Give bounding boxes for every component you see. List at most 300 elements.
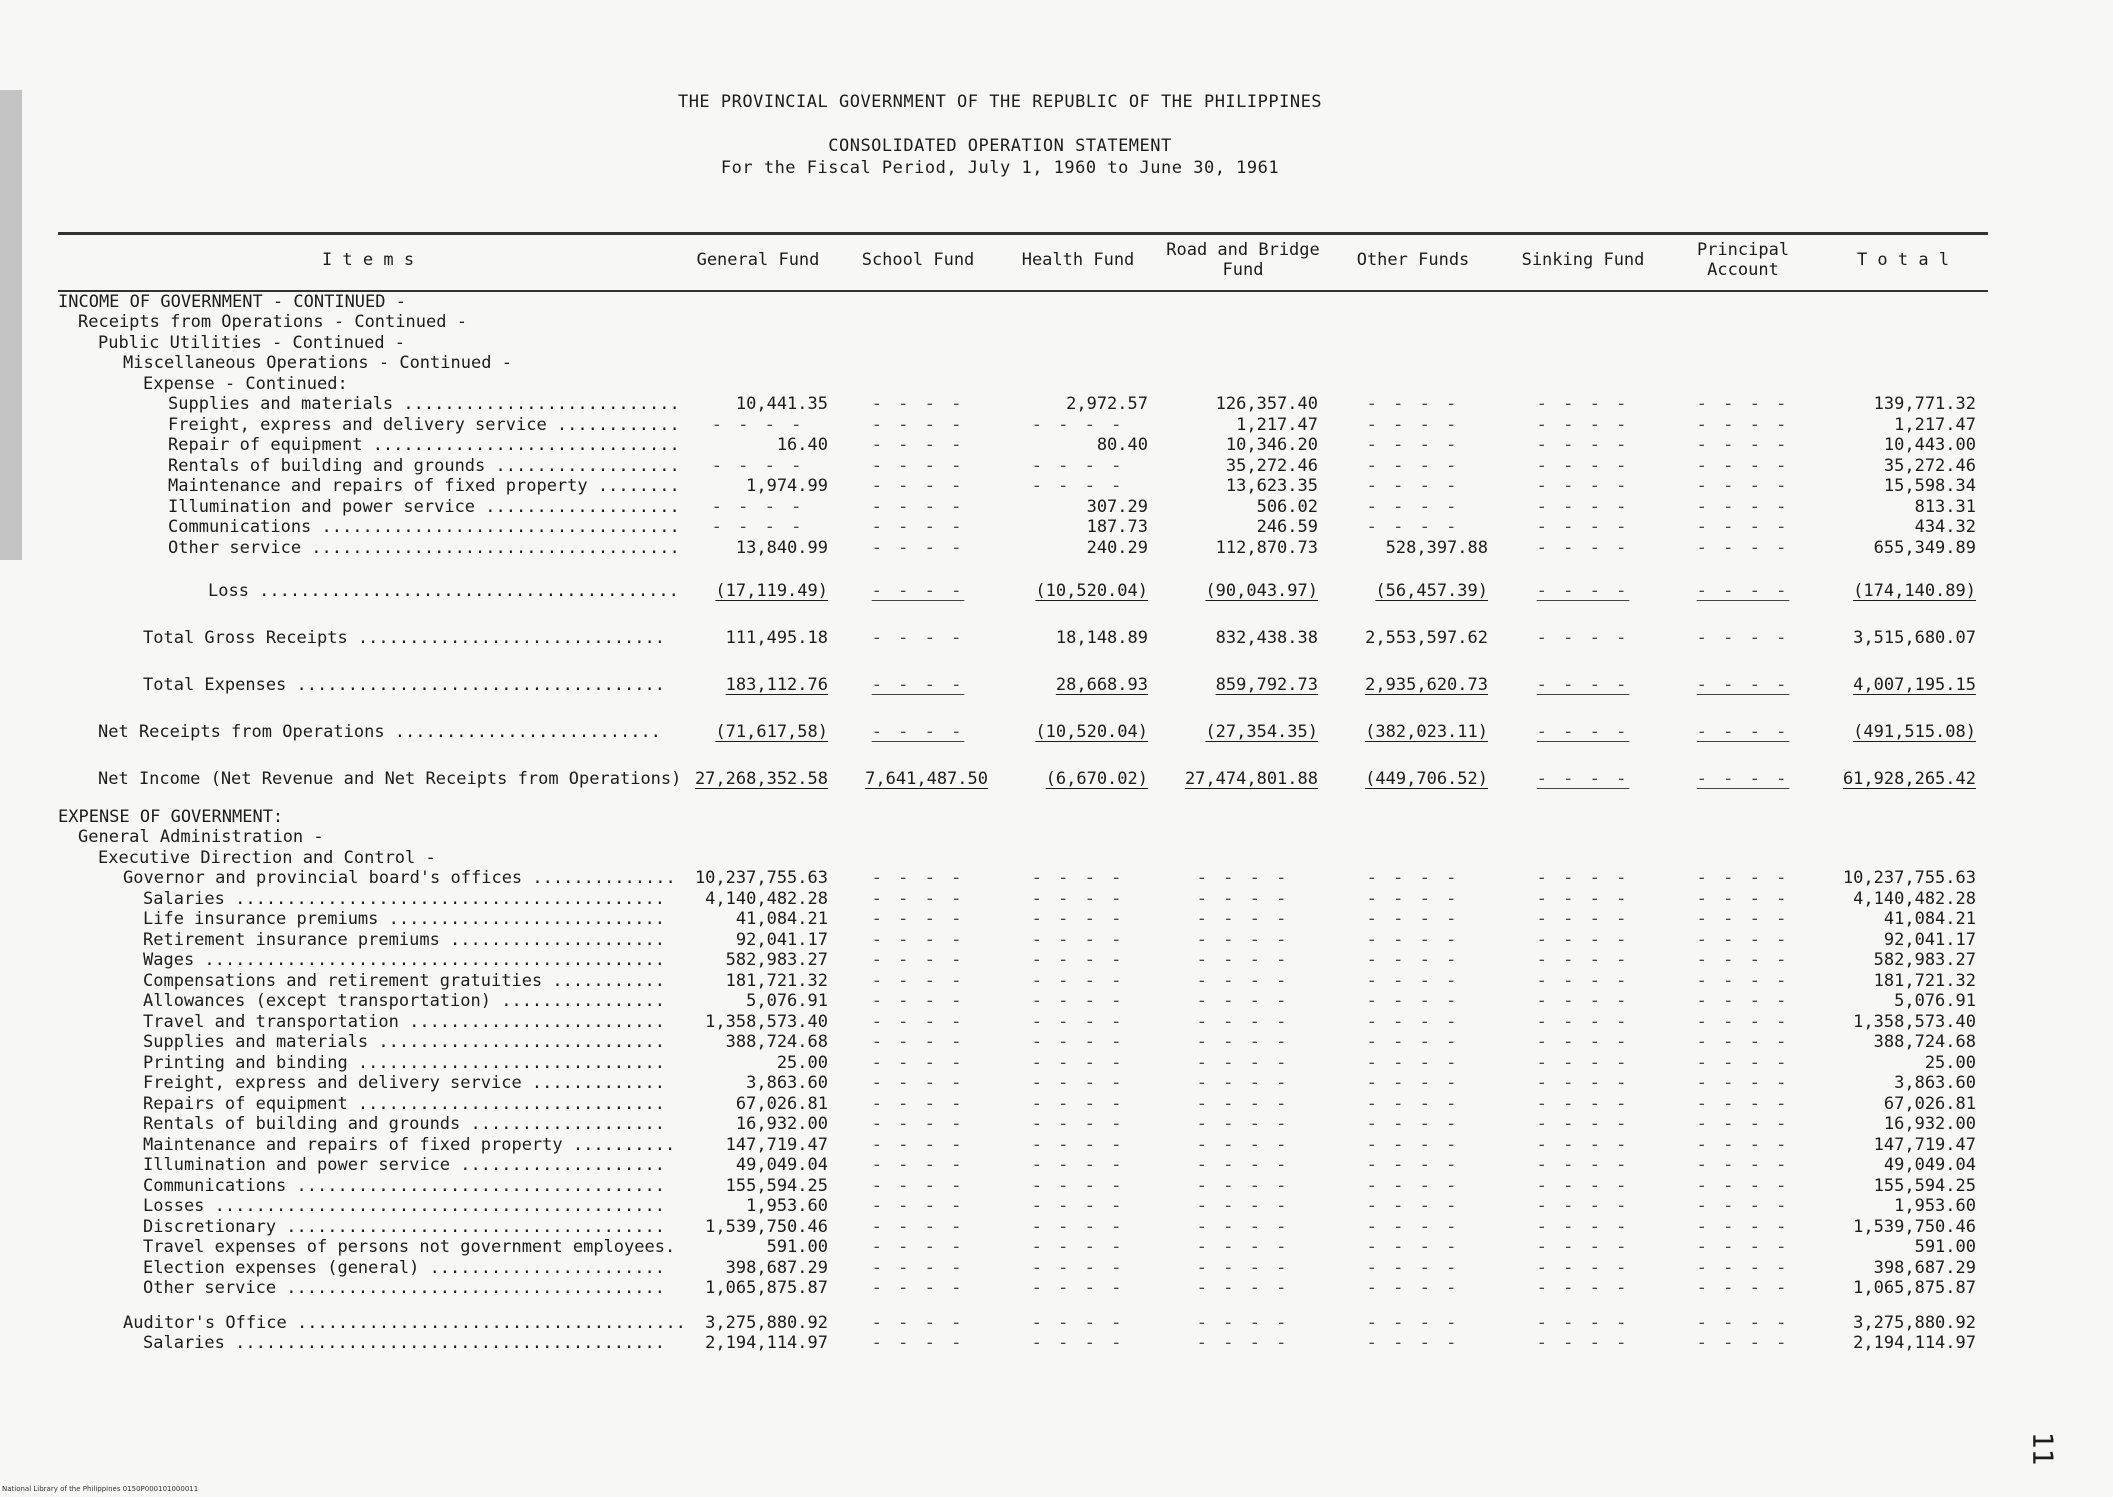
value-cell	[1328, 331, 1498, 352]
value-cell: - - - -	[1366, 1093, 1460, 1114]
value-cell: - - - -	[1536, 394, 1630, 414]
value-cell: - - - -	[1536, 674, 1630, 695]
row-label: Other service .....................................	[143, 1278, 665, 1298]
table-row	[58, 908, 1988, 929]
page-number: 11	[2026, 1431, 2060, 1466]
value-cell: 80.40	[1096, 435, 1148, 455]
row-label: Receipts from Operations - Continued -	[78, 312, 467, 332]
value-cell: - - - -	[1366, 1155, 1460, 1175]
value-cell: - - - -	[1196, 1196, 1290, 1216]
value-cell: (449,706.52)	[1365, 768, 1488, 789]
col-header-sinking-fund: Sinking Fund	[1521, 250, 1645, 270]
value-cell: - - - -	[1696, 1333, 1790, 1353]
value-cell: 388,724.68	[725, 1032, 828, 1052]
value-cell: - - - -	[1696, 455, 1790, 476]
row-label: Supplies and materials ............................	[143, 1032, 665, 1052]
total-cell: 25.00	[1924, 1052, 1976, 1073]
value-cell: - - - -	[1696, 476, 1790, 496]
table-row	[58, 1236, 1988, 1257]
value-cell: - - - -	[1366, 950, 1460, 970]
value-cell: - - - -	[1366, 1257, 1460, 1278]
table-row	[58, 495, 1988, 516]
value-cell: - - - -	[1196, 950, 1290, 970]
value-cell: - - - -	[1536, 1073, 1630, 1093]
scan-footer: National Library of the Philippines 0150P000101000011	[2, 1485, 199, 1493]
value-cell: - - - -	[1196, 991, 1290, 1011]
value-cell	[678, 352, 838, 373]
value-cell: - - - -	[1031, 1175, 1125, 1196]
value-cell: - - - -	[1031, 1011, 1125, 1032]
value-cell: 25.00	[776, 1052, 828, 1073]
value-cell: - - - -	[711, 414, 805, 435]
value-cell: - - - -	[871, 1114, 965, 1134]
total-cell: 155,594.25	[1873, 1175, 1976, 1196]
value-cell: - - - -	[1031, 1052, 1125, 1073]
value-cell: 155,594.25	[725, 1175, 828, 1196]
value-cell	[838, 792, 998, 826]
value-cell: - - - -	[1031, 1093, 1125, 1114]
value-cell: - - - -	[1696, 537, 1790, 558]
value-cell: 1,217.47	[1236, 414, 1318, 435]
value-cell: - - - -	[1366, 1237, 1460, 1257]
row-label: Maintenance and repairs of fixed property ..........	[143, 1134, 676, 1155]
total-cell	[1818, 290, 1988, 311]
value-cell: - - - -	[1696, 1032, 1790, 1052]
row-label: Net Income (Net Revenue and Net Receipts from Operations)	[98, 768, 682, 789]
table-row	[58, 928, 1988, 949]
value-cell: - - - -	[1366, 868, 1460, 888]
value-cell: 591.00	[766, 1237, 828, 1257]
value-cell	[838, 290, 998, 311]
row-label: Printing and binding ..............................	[143, 1052, 665, 1073]
total-cell	[1818, 372, 1988, 393]
row-label: Other service ....................................	[168, 537, 680, 558]
value-cell: - - - -	[871, 1237, 965, 1257]
value-cell: 13,840.99	[735, 537, 828, 558]
value-cell: - - - -	[1196, 1216, 1290, 1237]
value-cell: - - - -	[1536, 1114, 1630, 1134]
value-cell: 398,687.29	[725, 1257, 828, 1278]
row-label: Wages .............................................	[143, 950, 665, 970]
value-cell	[678, 846, 838, 867]
value-cell: (10,520.04)	[1035, 721, 1148, 742]
value-cell	[1328, 352, 1498, 373]
table-row	[58, 867, 1988, 888]
value-cell: - - - -	[1696, 1175, 1790, 1196]
total-cell: 4,140,482.28	[1853, 888, 1976, 909]
value-cell: - - - -	[1696, 888, 1790, 909]
value-cell: - - - -	[1696, 1155, 1790, 1175]
table-row	[58, 1277, 1988, 1298]
col-header-total: T o t a l	[1856, 250, 1950, 270]
row-label: Executive Direction and Control -	[98, 847, 436, 868]
value-cell: - - - -	[1696, 627, 1790, 648]
value-cell	[678, 290, 838, 311]
value-cell: - - - -	[1031, 1237, 1125, 1257]
value-cell: 3,863.60	[746, 1073, 828, 1093]
value-cell: - - - -	[871, 1073, 965, 1093]
value-cell: - - - -	[1696, 950, 1790, 970]
total-row	[58, 651, 1988, 698]
value-cell	[1498, 290, 1668, 311]
row-label: Loss .........................................	[208, 580, 679, 601]
value-cell: - - - -	[1696, 517, 1790, 537]
value-cell: 10,441.35	[735, 394, 828, 414]
value-cell: - - - -	[871, 1134, 965, 1155]
value-cell: - - - -	[1031, 1073, 1125, 1093]
total-cell: (174,140.89)	[1853, 580, 1976, 601]
value-cell: - - - -	[1366, 1073, 1460, 1093]
value-cell: - - - -	[1366, 1216, 1460, 1237]
value-cell: (382,023.11)	[1365, 721, 1488, 742]
col-header-road-bridge-fund: Road and Bridge Fund	[1166, 240, 1320, 280]
value-cell: 111,495.18	[725, 627, 828, 648]
value-cell	[1498, 792, 1668, 826]
value-cell: - - - -	[1696, 991, 1790, 1011]
value-cell: - - - -	[1536, 950, 1630, 970]
col-header-other-funds: Other Funds	[1356, 250, 1470, 270]
value-cell: - - - -	[1031, 1257, 1125, 1278]
total-cell: 67,026.81	[1883, 1093, 1976, 1114]
value-cell: - - - -	[1366, 888, 1460, 909]
total-cell: 3,275,880.92	[1853, 1312, 1976, 1333]
table-row	[58, 413, 1988, 434]
value-cell: - - - -	[1696, 1093, 1790, 1114]
row-label: Net Receipts from Operations ..........................	[98, 721, 661, 742]
value-cell: - - - -	[1366, 394, 1460, 414]
table-row	[58, 1133, 1988, 1154]
value-cell: 10,237,755.63	[694, 868, 828, 888]
value-cell: - - - -	[1536, 991, 1630, 1011]
value-cell: - - - -	[871, 1155, 965, 1175]
value-cell: - - - -	[711, 496, 805, 517]
row-label: Freight, express and delivery service .............	[143, 1073, 665, 1093]
value-cell	[1668, 311, 1818, 332]
total-row	[58, 745, 1988, 792]
row-label: Rentals of building and grounds ..................	[168, 455, 680, 476]
table-row	[58, 1174, 1988, 1195]
value-cell: - - - -	[1696, 414, 1790, 435]
row-label: Expense - Continued:	[143, 373, 348, 394]
total-cell: 813.31	[1914, 496, 1976, 517]
value-cell: 1,974.99	[746, 476, 828, 496]
value-cell: - - - -	[871, 1196, 965, 1216]
value-cell: - - - -	[1536, 1278, 1630, 1298]
value-cell: - - - -	[1536, 1052, 1630, 1073]
table-row	[58, 352, 1988, 373]
value-cell	[1158, 290, 1328, 311]
total-cell	[1818, 311, 1988, 332]
value-cell	[838, 331, 998, 352]
value-cell: - - - -	[1031, 1114, 1125, 1134]
value-cell: - - - -	[871, 674, 965, 695]
value-cell: 859,792.73	[1215, 674, 1318, 695]
value-cell: - - - -	[1366, 991, 1460, 1011]
table-row	[58, 434, 1988, 455]
row-label: Repairs of equipment ..............................	[143, 1093, 665, 1114]
value-cell: - - - -	[1031, 991, 1125, 1011]
value-cell: - - - -	[1196, 1333, 1290, 1353]
fiscal-period: For the Fiscal Period, July 1, 1960 to June 30, 1961	[720, 158, 1280, 178]
value-cell: - - - -	[1031, 1134, 1125, 1155]
table-row	[58, 1031, 1988, 1052]
value-cell	[678, 826, 838, 847]
table-row	[58, 1154, 1988, 1175]
row-label: Repair of equipment ..............................	[168, 435, 680, 455]
row-label: Communications ...................................	[168, 517, 680, 537]
value-cell: - - - -	[1536, 1312, 1630, 1333]
value-cell: - - - -	[1031, 414, 1125, 435]
value-cell: 4,140,482.28	[705, 888, 828, 909]
value-cell: - - - -	[871, 517, 965, 537]
row-label: Illumination and power service ...................	[168, 496, 680, 517]
total-cell	[1818, 846, 1988, 867]
total-cell: 35,272.46	[1883, 455, 1976, 476]
value-cell: 2,935,620.73	[1365, 674, 1488, 695]
value-cell: - - - -	[1536, 435, 1630, 455]
value-cell: - - - -	[1536, 1196, 1630, 1216]
value-cell: - - - -	[1366, 970, 1460, 991]
value-cell: - - - -	[1031, 1155, 1125, 1175]
value-cell: - - - -	[1536, 970, 1630, 991]
total-cell: 1,953.60	[1894, 1196, 1976, 1216]
value-cell: 35,272.46	[1225, 455, 1318, 476]
table-row	[58, 1072, 1988, 1093]
value-cell: - - - -	[1366, 1052, 1460, 1073]
value-cell: - - - -	[871, 627, 965, 648]
value-cell: - - - -	[1031, 476, 1125, 496]
value-cell: - - - -	[1196, 1312, 1290, 1333]
value-cell: - - - -	[1536, 1216, 1630, 1237]
value-cell: 1,539,750.46	[705, 1216, 828, 1237]
value-cell: - - - -	[1031, 868, 1125, 888]
total-cell: 4,007,195.15	[1853, 674, 1976, 695]
value-cell: - - - -	[1366, 1134, 1460, 1155]
row-label: Freight, express and delivery service ............	[168, 414, 680, 435]
value-cell: - - - -	[1696, 435, 1790, 455]
value-cell: - - - -	[871, 1257, 965, 1278]
value-cell: 27,268,352.58	[694, 768, 828, 789]
value-cell	[1328, 290, 1498, 311]
value-cell: - - - -	[1196, 1052, 1290, 1073]
column-header-row	[58, 236, 1988, 284]
value-cell: - - - -	[871, 1278, 965, 1298]
total-row	[58, 604, 1988, 651]
total-cell: 16,932.00	[1883, 1114, 1976, 1134]
row-label: Supplies and materials ...........................	[168, 394, 680, 414]
value-cell: 181,721.32	[725, 970, 828, 991]
value-cell: - - - -	[1031, 1196, 1125, 1216]
value-cell	[1668, 792, 1818, 826]
value-cell: - - - -	[1696, 394, 1790, 414]
table-row	[58, 969, 1988, 990]
value-cell: - - - -	[1196, 888, 1290, 909]
value-cell: 3,275,880.92	[705, 1312, 828, 1333]
statement-title: CONSOLIDATED OPERATION STATEMENT	[828, 136, 1172, 156]
value-cell: - - - -	[1366, 1011, 1460, 1032]
col-header-items: I t e m s	[321, 250, 415, 270]
total-cell: 398,687.29	[1873, 1257, 1976, 1278]
value-cell: - - - -	[1536, 455, 1630, 476]
value-cell	[678, 311, 838, 332]
value-cell: 240.29	[1086, 537, 1148, 558]
value-cell: - - - -	[871, 455, 965, 476]
value-cell: 7,641,487.50	[865, 768, 988, 789]
row-label: Retirement insurance premiums .....................	[143, 929, 665, 950]
value-cell: - - - -	[1031, 455, 1125, 476]
value-cell: - - - -	[1031, 1032, 1125, 1052]
value-cell: - - - -	[1536, 1155, 1630, 1175]
value-cell: 28,668.93	[1055, 674, 1148, 695]
value-cell: - - - -	[1196, 1134, 1290, 1155]
value-cell: 1,358,573.40	[705, 1011, 828, 1032]
value-cell: - - - -	[1031, 970, 1125, 991]
value-cell: - - - -	[1366, 414, 1460, 435]
value-cell: 2,972.57	[1066, 394, 1148, 414]
value-cell: - - - -	[1031, 1278, 1125, 1298]
value-cell: (27,354.35)	[1205, 721, 1318, 742]
value-cell: - - - -	[1366, 1114, 1460, 1134]
row-label: Maintenance and repairs of fixed property ........	[168, 476, 680, 496]
value-cell: - - - -	[871, 394, 965, 414]
value-cell: 147,719.47	[725, 1134, 828, 1155]
col-header-school-fund: School Fund	[861, 250, 975, 270]
table-row	[58, 1195, 1988, 1216]
value-cell: - - - -	[1696, 1073, 1790, 1093]
value-cell: - - - -	[1196, 1011, 1290, 1032]
value-cell: - - - -	[1696, 1196, 1790, 1216]
value-cell	[1328, 311, 1498, 332]
value-cell: - - - -	[1536, 476, 1630, 496]
value-cell	[1498, 826, 1668, 847]
row-label: Salaries ..........................................	[143, 1333, 665, 1353]
value-cell: - - - -	[711, 455, 805, 476]
value-cell	[1668, 352, 1818, 373]
value-cell: - - - -	[1366, 929, 1460, 950]
value-cell: 92,041.17	[735, 929, 828, 950]
value-cell: - - - -	[1366, 1032, 1460, 1052]
table-row	[58, 290, 1988, 311]
value-cell: - - - -	[871, 888, 965, 909]
value-cell: - - - -	[1196, 1114, 1290, 1134]
table-row	[58, 311, 1988, 332]
value-cell: 582,983.27	[725, 950, 828, 970]
value-cell: - - - -	[1366, 1196, 1460, 1216]
value-cell	[1668, 331, 1818, 352]
value-cell: - - - -	[1196, 1032, 1290, 1052]
value-cell: 183,112.76	[725, 674, 828, 695]
total-cell: 147,719.47	[1873, 1134, 1976, 1155]
value-cell: - - - -	[871, 580, 965, 601]
value-cell: - - - -	[1196, 1175, 1290, 1196]
value-cell: (6,670.02)	[1045, 768, 1148, 789]
value-cell: - - - -	[1366, 1312, 1460, 1333]
value-cell	[1668, 826, 1818, 847]
value-cell	[1328, 792, 1498, 826]
value-cell: - - - -	[1031, 1333, 1125, 1353]
total-cell: 1,539,750.46	[1853, 1216, 1976, 1237]
table-row	[58, 1256, 1988, 1277]
value-cell: - - - -	[1536, 1011, 1630, 1032]
value-cell: - - - -	[871, 1175, 965, 1196]
row-label: Travel expenses of persons not government employees.	[143, 1237, 676, 1257]
value-cell: - - - -	[871, 1312, 965, 1333]
value-cell: - - - -	[1196, 1237, 1290, 1257]
value-cell: (10,520.04)	[1035, 580, 1148, 601]
value-cell: - - - -	[1031, 950, 1125, 970]
value-cell: 528,397.88	[1385, 537, 1488, 558]
value-cell	[838, 846, 998, 867]
value-cell: - - - -	[1196, 868, 1290, 888]
value-cell: 1,953.60	[746, 1196, 828, 1216]
table-row	[58, 1113, 1988, 1134]
value-cell	[998, 331, 1158, 352]
col-header-health-fund: Health Fund	[1021, 250, 1135, 270]
value-cell: - - - -	[1196, 970, 1290, 991]
value-cell: 49,049.04	[735, 1155, 828, 1175]
row-label: EXPENSE OF GOVERNMENT:	[58, 806, 284, 827]
total-cell: 10,237,755.63	[1842, 868, 1976, 888]
value-cell: - - - -	[1366, 1278, 1460, 1298]
total-cell: 139,771.32	[1873, 394, 1976, 414]
value-cell	[998, 372, 1158, 393]
value-cell: - - - -	[1031, 929, 1125, 950]
value-cell: - - - -	[1196, 1257, 1290, 1278]
value-cell: - - - -	[1536, 1134, 1630, 1155]
section-row	[58, 792, 1988, 826]
table-row	[58, 887, 1988, 908]
value-cell: - - - -	[1536, 580, 1630, 601]
value-cell: - - - -	[1366, 909, 1460, 929]
value-cell	[1158, 826, 1328, 847]
total-cell: 49,049.04	[1883, 1155, 1976, 1175]
total-cell: 181,721.32	[1873, 970, 1976, 991]
value-cell: 506.02	[1256, 496, 1318, 517]
value-cell: - - - -	[1536, 496, 1630, 517]
row-label: General Administration -	[78, 827, 324, 847]
value-cell: - - - -	[1366, 435, 1460, 455]
table-row	[58, 372, 1988, 393]
table-row	[58, 475, 1988, 496]
value-cell: - - - -	[1536, 1175, 1630, 1196]
value-cell	[1158, 331, 1328, 352]
row-label: Salaries ..........................................	[143, 888, 665, 909]
value-cell	[1328, 826, 1498, 847]
row-label: Auditor's Office ......................................	[123, 1312, 686, 1333]
table-row	[58, 949, 1988, 970]
value-cell: - - - -	[1696, 721, 1790, 742]
table-row	[58, 1051, 1988, 1072]
table-row	[58, 331, 1988, 352]
spacer-cell	[58, 1297, 1988, 1311]
value-cell: - - - -	[1196, 1155, 1290, 1175]
value-cell: - - - -	[1031, 1216, 1125, 1237]
table-row	[58, 1311, 1988, 1332]
value-cell: - - - -	[871, 929, 965, 950]
total-cell: 2,194,114.97	[1853, 1333, 1976, 1353]
total-cell: 1,358,573.40	[1853, 1011, 1976, 1032]
value-cell: - - - -	[1696, 929, 1790, 950]
value-cell: (17,119.49)	[715, 580, 828, 601]
value-cell: - - - -	[1696, 496, 1790, 517]
value-cell: - - - -	[1366, 517, 1460, 537]
total-cell: 61,928,265.42	[1842, 768, 1976, 789]
value-cell	[1158, 352, 1328, 373]
table-row	[58, 846, 1988, 867]
total-cell: 92,041.17	[1883, 929, 1976, 950]
row-label: Life insurance premiums ...........................	[143, 909, 665, 929]
value-cell	[1498, 331, 1668, 352]
